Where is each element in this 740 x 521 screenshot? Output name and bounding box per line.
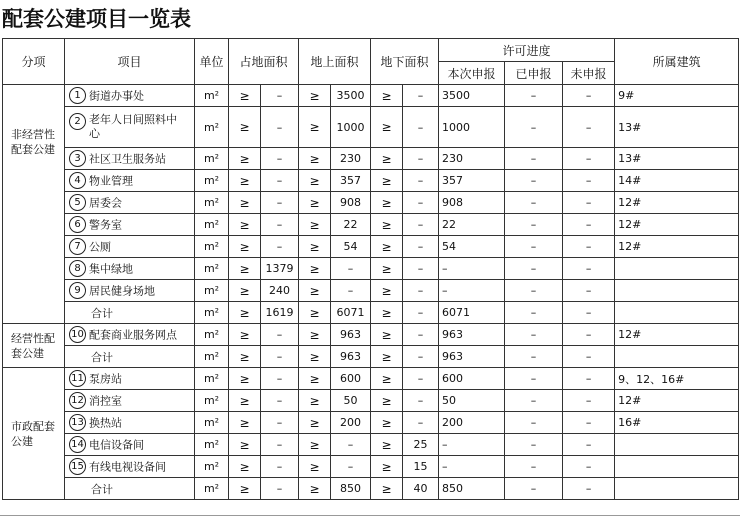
below-area-value: – bbox=[403, 412, 439, 434]
above-gte: ≥ bbox=[299, 434, 331, 456]
below-gte: ≥ bbox=[371, 192, 403, 214]
land-gte: ≥ bbox=[229, 412, 261, 434]
building-value: 12# bbox=[615, 192, 739, 214]
above-gte: ≥ bbox=[299, 346, 331, 368]
building-value: 12# bbox=[615, 390, 739, 412]
permit-pending-value: – bbox=[563, 456, 615, 478]
land-gte: ≥ bbox=[229, 434, 261, 456]
land-area-value: – bbox=[261, 434, 299, 456]
item-name: 社区卫生服务站 bbox=[89, 152, 166, 166]
project-cell bbox=[65, 192, 195, 214]
building-value bbox=[615, 302, 739, 324]
permit-done-value: – bbox=[505, 324, 563, 346]
unit-cell: m² bbox=[195, 456, 229, 478]
below-area-value: – bbox=[403, 236, 439, 258]
land-area-value: – bbox=[261, 107, 299, 148]
building-value: 9、12、16# bbox=[615, 368, 739, 390]
item-name: 电信设备间 bbox=[89, 438, 144, 452]
below-area-value: 25 bbox=[403, 434, 439, 456]
land-gte: ≥ bbox=[229, 478, 261, 500]
land-gte: ≥ bbox=[229, 258, 261, 280]
above-gte: ≥ bbox=[299, 368, 331, 390]
above-area-value: 3500 bbox=[331, 85, 371, 107]
header-building: 所属建筑 bbox=[615, 39, 739, 85]
permit-current-value: 963 bbox=[439, 324, 505, 346]
subtotal-row bbox=[3, 302, 739, 324]
above-area-value: – bbox=[331, 258, 371, 280]
project-cell bbox=[65, 434, 195, 456]
permit-done-value: – bbox=[505, 236, 563, 258]
above-gte: ≥ bbox=[299, 192, 331, 214]
item-name: 消控室 bbox=[89, 394, 122, 408]
header-permit: 许可进度 bbox=[439, 39, 615, 62]
project-cell bbox=[65, 280, 195, 302]
table-row bbox=[3, 236, 739, 258]
table-row bbox=[3, 170, 739, 192]
project-cell bbox=[65, 107, 195, 148]
below-area-value: – bbox=[403, 390, 439, 412]
header-row bbox=[3, 39, 739, 62]
above-area-value: 600 bbox=[331, 368, 371, 390]
permit-pending-value: – bbox=[563, 434, 615, 456]
permit-done-value: – bbox=[505, 192, 563, 214]
permit-current-value: – bbox=[439, 456, 505, 478]
facility-table bbox=[2, 38, 739, 500]
above-gte: ≥ bbox=[299, 302, 331, 324]
land-gte: ≥ bbox=[229, 170, 261, 192]
category-cell: 非经营性配套公建 bbox=[3, 85, 65, 324]
land-gte: ≥ bbox=[229, 346, 261, 368]
item-number: 1 bbox=[69, 87, 86, 104]
item-name: 换热站 bbox=[89, 416, 122, 430]
project-cell bbox=[65, 478, 195, 500]
permit-current-value: – bbox=[439, 280, 505, 302]
permit-pending-value: – bbox=[563, 302, 615, 324]
above-gte: ≥ bbox=[299, 214, 331, 236]
category-cell: 市政配套公建 bbox=[3, 368, 65, 500]
below-gte: ≥ bbox=[371, 324, 403, 346]
header-below-area: 地下面积 bbox=[371, 39, 439, 85]
above-area-value: 357 bbox=[331, 170, 371, 192]
permit-pending-value: – bbox=[563, 236, 615, 258]
above-gte: ≥ bbox=[299, 170, 331, 192]
permit-done-value: – bbox=[505, 214, 563, 236]
item-number: 11 bbox=[69, 370, 86, 387]
above-gte: ≥ bbox=[299, 148, 331, 170]
permit-pending-value: – bbox=[563, 214, 615, 236]
below-gte: ≥ bbox=[371, 434, 403, 456]
land-area-value: – bbox=[261, 148, 299, 170]
permit-done-value: – bbox=[505, 390, 563, 412]
permit-pending-value: – bbox=[563, 324, 615, 346]
above-area-value: 6071 bbox=[331, 302, 371, 324]
land-area-value: – bbox=[261, 214, 299, 236]
land-area-value: 1379 bbox=[261, 258, 299, 280]
item-number: 7 bbox=[69, 238, 86, 255]
land-gte: ≥ bbox=[229, 368, 261, 390]
permit-pending-value: – bbox=[563, 258, 615, 280]
unit-cell: m² bbox=[195, 368, 229, 390]
item-name: 有线电视设备间 bbox=[89, 460, 166, 474]
below-area-value: – bbox=[403, 302, 439, 324]
above-area-value: 850 bbox=[331, 478, 371, 500]
below-area-value: – bbox=[403, 258, 439, 280]
land-gte: ≥ bbox=[229, 390, 261, 412]
permit-current-value: 230 bbox=[439, 148, 505, 170]
permit-current-value: – bbox=[439, 434, 505, 456]
permit-done-value: – bbox=[505, 170, 563, 192]
above-area-value: 200 bbox=[331, 412, 371, 434]
below-gte: ≥ bbox=[371, 170, 403, 192]
item-name: 街道办事处 bbox=[89, 89, 144, 103]
item-name: 居委会 bbox=[89, 196, 122, 210]
header-permit-current: 本次申报 bbox=[439, 62, 505, 85]
table-row bbox=[3, 412, 739, 434]
above-area-value: – bbox=[331, 456, 371, 478]
below-area-value: – bbox=[403, 192, 439, 214]
land-area-value: – bbox=[261, 456, 299, 478]
page-title: 配套公建项目一览表 bbox=[2, 7, 191, 31]
below-gte: ≥ bbox=[371, 412, 403, 434]
unit-cell: m² bbox=[195, 412, 229, 434]
permit-pending-value: – bbox=[563, 85, 615, 107]
below-area-value: – bbox=[403, 148, 439, 170]
item-number: 4 bbox=[69, 172, 86, 189]
subtotal-row bbox=[3, 478, 739, 500]
item-number: 5 bbox=[69, 194, 86, 211]
land-area-value: – bbox=[261, 236, 299, 258]
unit-cell: m² bbox=[195, 85, 229, 107]
land-area-value: 240 bbox=[261, 280, 299, 302]
land-gte: ≥ bbox=[229, 280, 261, 302]
item-number: 2 bbox=[69, 113, 86, 130]
permit-current-value: 50 bbox=[439, 390, 505, 412]
project-cell bbox=[65, 170, 195, 192]
permit-pending-value: – bbox=[563, 412, 615, 434]
permit-done-value: – bbox=[505, 456, 563, 478]
above-gte: ≥ bbox=[299, 390, 331, 412]
building-value bbox=[615, 456, 739, 478]
unit-cell: m² bbox=[195, 346, 229, 368]
permit-pending-value: – bbox=[563, 148, 615, 170]
table-row bbox=[3, 434, 739, 456]
below-gte: ≥ bbox=[371, 368, 403, 390]
land-area-value: 1619 bbox=[261, 302, 299, 324]
project-cell bbox=[65, 368, 195, 390]
project-cell bbox=[65, 258, 195, 280]
permit-done-value: – bbox=[505, 346, 563, 368]
unit-cell: m² bbox=[195, 236, 229, 258]
below-gte: ≥ bbox=[371, 236, 403, 258]
above-area-value: 230 bbox=[331, 148, 371, 170]
below-area-value: – bbox=[403, 346, 439, 368]
item-name: 公厕 bbox=[89, 240, 111, 254]
land-area-value: – bbox=[261, 478, 299, 500]
below-gte: ≥ bbox=[371, 346, 403, 368]
item-number: 10 bbox=[69, 326, 86, 343]
subtotal-row bbox=[3, 346, 739, 368]
project-cell bbox=[65, 214, 195, 236]
project-cell bbox=[65, 324, 195, 346]
building-value bbox=[615, 280, 739, 302]
item-name: 物业管理 bbox=[89, 174, 133, 188]
below-area-value: – bbox=[403, 214, 439, 236]
above-area-value: 1000 bbox=[331, 107, 371, 148]
table-row bbox=[3, 214, 739, 236]
project-cell bbox=[65, 236, 195, 258]
permit-current-value: 600 bbox=[439, 368, 505, 390]
above-gte: ≥ bbox=[299, 456, 331, 478]
item-name: 合计 bbox=[91, 306, 113, 320]
permit-current-value: 6071 bbox=[439, 302, 505, 324]
above-gte: ≥ bbox=[299, 324, 331, 346]
permit-done-value: – bbox=[505, 368, 563, 390]
project-cell bbox=[65, 390, 195, 412]
building-value: 16# bbox=[615, 412, 739, 434]
below-area-value: – bbox=[403, 280, 439, 302]
unit-cell: m² bbox=[195, 324, 229, 346]
header-permit-pending: 未申报 bbox=[563, 62, 615, 85]
unit-cell: m² bbox=[195, 390, 229, 412]
project-cell bbox=[65, 148, 195, 170]
project-cell bbox=[65, 85, 195, 107]
below-area-value: – bbox=[403, 85, 439, 107]
permit-done-value: – bbox=[505, 434, 563, 456]
land-gte: ≥ bbox=[229, 192, 261, 214]
land-area-value: – bbox=[261, 85, 299, 107]
below-gte: ≥ bbox=[371, 148, 403, 170]
unit-cell: m² bbox=[195, 302, 229, 324]
permit-pending-value: – bbox=[563, 170, 615, 192]
permit-pending-value: – bbox=[563, 280, 615, 302]
below-gte: ≥ bbox=[371, 85, 403, 107]
building-value: 12# bbox=[615, 236, 739, 258]
permit-done-value: – bbox=[505, 478, 563, 500]
below-area-value: – bbox=[403, 324, 439, 346]
land-area-value: – bbox=[261, 324, 299, 346]
item-number: 13 bbox=[69, 414, 86, 431]
item-number: 6 bbox=[69, 216, 86, 233]
above-gte: ≥ bbox=[299, 478, 331, 500]
item-number: 12 bbox=[69, 392, 86, 409]
land-gte: ≥ bbox=[229, 324, 261, 346]
project-cell bbox=[65, 302, 195, 324]
item-number: 9 bbox=[69, 282, 86, 299]
above-gte: ≥ bbox=[299, 236, 331, 258]
table-row bbox=[3, 258, 739, 280]
below-gte: ≥ bbox=[371, 258, 403, 280]
building-value: 12# bbox=[615, 324, 739, 346]
item-name: 合计 bbox=[91, 350, 113, 364]
land-area-value: – bbox=[261, 368, 299, 390]
permit-current-value: 1000 bbox=[439, 107, 505, 148]
header-category: 分项 bbox=[3, 39, 65, 85]
table-row bbox=[3, 324, 739, 346]
header-above-area: 地上面积 bbox=[299, 39, 371, 85]
above-area-value: 963 bbox=[331, 346, 371, 368]
item-number: 14 bbox=[69, 436, 86, 453]
below-area-value: 40 bbox=[403, 478, 439, 500]
unit-cell: m² bbox=[195, 148, 229, 170]
permit-current-value: 908 bbox=[439, 192, 505, 214]
above-gte: ≥ bbox=[299, 85, 331, 107]
land-gte: ≥ bbox=[229, 456, 261, 478]
building-value bbox=[615, 434, 739, 456]
below-gte: ≥ bbox=[371, 214, 403, 236]
land-area-value: – bbox=[261, 390, 299, 412]
item-number: 15 bbox=[69, 458, 86, 475]
above-gte: ≥ bbox=[299, 107, 331, 148]
permit-current-value: – bbox=[439, 258, 505, 280]
item-name: 配套商业服务网点 bbox=[89, 328, 177, 342]
building-value: 13# bbox=[615, 148, 739, 170]
permit-current-value: 850 bbox=[439, 478, 505, 500]
above-area-value: 54 bbox=[331, 236, 371, 258]
above-area-value: – bbox=[331, 280, 371, 302]
above-gte: ≥ bbox=[299, 412, 331, 434]
permit-current-value: 357 bbox=[439, 170, 505, 192]
permit-current-value: 22 bbox=[439, 214, 505, 236]
permit-done-value: – bbox=[505, 85, 563, 107]
building-value: 13# bbox=[615, 107, 739, 148]
land-area-value: – bbox=[261, 412, 299, 434]
permit-pending-value: – bbox=[563, 478, 615, 500]
land-gte: ≥ bbox=[229, 236, 261, 258]
permit-pending-value: – bbox=[563, 390, 615, 412]
below-area-value: – bbox=[403, 107, 439, 148]
table-row bbox=[3, 456, 739, 478]
permit-current-value: 3500 bbox=[439, 85, 505, 107]
permit-done-value: – bbox=[505, 412, 563, 434]
below-gte: ≥ bbox=[371, 302, 403, 324]
permit-pending-value: – bbox=[563, 107, 615, 148]
above-area-value: – bbox=[331, 434, 371, 456]
item-number: 8 bbox=[69, 260, 86, 277]
unit-cell: m² bbox=[195, 280, 229, 302]
permit-done-value: – bbox=[505, 302, 563, 324]
bottom-border bbox=[0, 515, 740, 516]
below-gte: ≥ bbox=[371, 456, 403, 478]
item-name: 合计 bbox=[91, 482, 113, 496]
above-area-value: 22 bbox=[331, 214, 371, 236]
permit-pending-value: – bbox=[563, 346, 615, 368]
permit-current-value: 54 bbox=[439, 236, 505, 258]
unit-cell: m² bbox=[195, 434, 229, 456]
building-value: 9# bbox=[615, 85, 739, 107]
table-row bbox=[3, 107, 739, 148]
above-area-value: 963 bbox=[331, 324, 371, 346]
permit-done-value: – bbox=[505, 107, 563, 148]
above-gte: ≥ bbox=[299, 280, 331, 302]
project-cell bbox=[65, 456, 195, 478]
land-gte: ≥ bbox=[229, 214, 261, 236]
below-gte: ≥ bbox=[371, 107, 403, 148]
building-value: 14# bbox=[615, 170, 739, 192]
land-gte: ≥ bbox=[229, 107, 261, 148]
above-area-value: 50 bbox=[331, 390, 371, 412]
unit-cell: m² bbox=[195, 214, 229, 236]
item-name: 警务室 bbox=[89, 218, 122, 232]
permit-pending-value: – bbox=[563, 192, 615, 214]
unit-cell: m² bbox=[195, 107, 229, 148]
table-row bbox=[3, 192, 739, 214]
above-gte: ≥ bbox=[299, 258, 331, 280]
project-cell bbox=[65, 346, 195, 368]
header-item: 项目 bbox=[65, 39, 195, 85]
project-cell bbox=[65, 412, 195, 434]
header-unit: 单位 bbox=[195, 39, 229, 85]
table-row bbox=[3, 368, 739, 390]
permit-current-value: 200 bbox=[439, 412, 505, 434]
building-value bbox=[615, 478, 739, 500]
below-area-value: – bbox=[403, 170, 439, 192]
land-area-value: – bbox=[261, 192, 299, 214]
item-number: 3 bbox=[69, 150, 86, 167]
header-land-area: 占地面积 bbox=[229, 39, 299, 85]
building-value bbox=[615, 346, 739, 368]
table-row bbox=[3, 280, 739, 302]
land-area-value: – bbox=[261, 346, 299, 368]
item-name: 老年人日间照料中心 bbox=[89, 113, 177, 140]
building-value bbox=[615, 258, 739, 280]
item-name: 泵房站 bbox=[89, 372, 122, 386]
table-row bbox=[3, 85, 739, 107]
header-permit-done: 已申报 bbox=[505, 62, 563, 85]
unit-cell: m² bbox=[195, 478, 229, 500]
unit-cell: m² bbox=[195, 170, 229, 192]
unit-cell: m² bbox=[195, 192, 229, 214]
below-area-value: 15 bbox=[403, 456, 439, 478]
land-gte: ≥ bbox=[229, 85, 261, 107]
land-gte: ≥ bbox=[229, 302, 261, 324]
category-cell: 经营性配套公建 bbox=[3, 324, 65, 368]
below-area-value: – bbox=[403, 368, 439, 390]
permit-pending-value: – bbox=[563, 368, 615, 390]
permit-done-value: – bbox=[505, 258, 563, 280]
permit-current-value: 963 bbox=[439, 346, 505, 368]
table-row bbox=[3, 148, 739, 170]
building-value: 12# bbox=[615, 214, 739, 236]
table-row bbox=[3, 390, 739, 412]
land-area-value: – bbox=[261, 170, 299, 192]
above-area-value: 908 bbox=[331, 192, 371, 214]
below-gte: ≥ bbox=[371, 280, 403, 302]
below-gte: ≥ bbox=[371, 478, 403, 500]
permit-done-value: – bbox=[505, 280, 563, 302]
item-name: 集中绿地 bbox=[89, 262, 133, 276]
item-name: 居民健身场地 bbox=[89, 284, 155, 298]
permit-done-value: – bbox=[505, 148, 563, 170]
below-gte: ≥ bbox=[371, 390, 403, 412]
land-gte: ≥ bbox=[229, 148, 261, 170]
unit-cell: m² bbox=[195, 258, 229, 280]
